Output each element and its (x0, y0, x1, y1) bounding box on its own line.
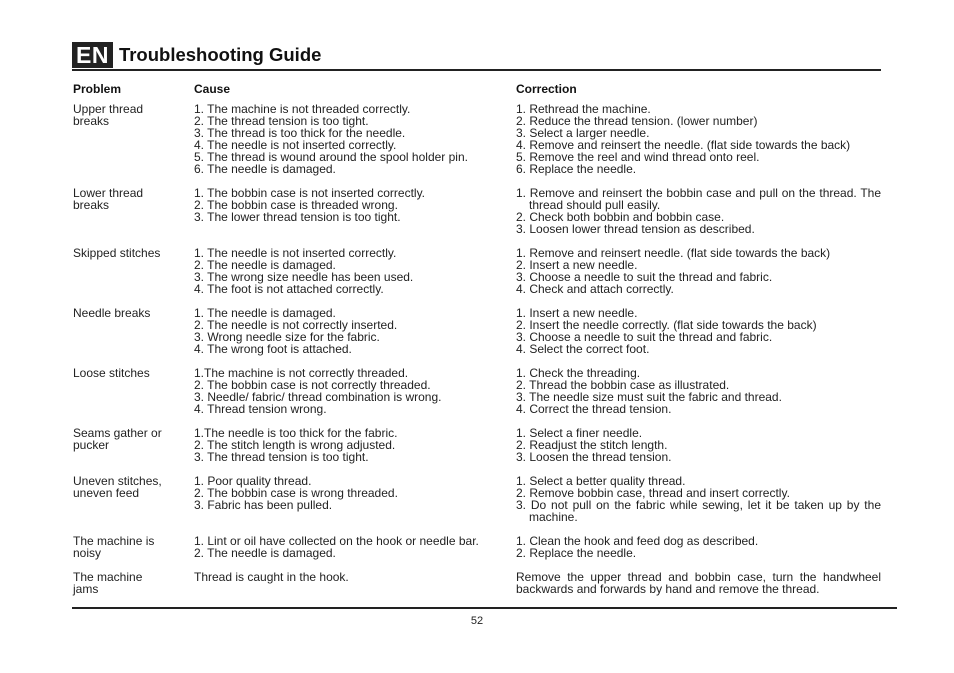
problem-cell (73, 427, 194, 463)
correction-line: 3. Select a larger needle. (516, 126, 650, 140)
cause-line: 1. The needle is damaged. (194, 306, 336, 320)
page-title: Troubleshooting Guide (118, 44, 322, 65)
cause-line: 6. The needle is damaged. (194, 162, 336, 176)
cause-line: 1. Lint or oil have collected on the hook or needle bar. (194, 534, 479, 548)
column-header-cause: Cause (194, 82, 231, 96)
problem-cell (73, 247, 194, 295)
cause-line: 2. The bobbin case is threaded wrong. (194, 198, 398, 212)
cause-line: 1.The machine is not correctly threaded. (194, 366, 409, 380)
problem-line: jams (73, 582, 99, 596)
page-number: 52 (470, 615, 484, 627)
correction-line: 3. Choose a needle to suit the thread and fabric. (516, 330, 773, 344)
cause-cell (194, 103, 516, 175)
cause-line: 4. The needle is not inserted correctly. (194, 138, 397, 152)
problem-line: Lower thread (73, 186, 144, 200)
table-row (73, 367, 881, 415)
problem-cell (73, 571, 194, 595)
cause-line: 3. The thread tension is too tight. (194, 450, 369, 464)
cause-line: 3. The lower thread tension is too tight. (194, 210, 401, 224)
cause-line: 4. The foot is not attached correctly. (194, 282, 384, 296)
problem-line: The machine (73, 570, 143, 584)
language-badge: EN (72, 42, 113, 68)
cause-line: 4. The wrong foot is attached. (194, 342, 352, 356)
cause-cell (194, 187, 516, 235)
problem-line: Skipped stitches (73, 246, 161, 260)
correction-line: 2. Check both bobbin and bobbin case. (516, 210, 725, 224)
problem-line: pucker (73, 438, 110, 452)
cause-line: 1.The needle is too thick for the fabric. (194, 426, 398, 440)
problem-line: breaks (73, 114, 110, 128)
cause-line: 1. The machine is not threaded correctly. (194, 102, 411, 116)
cause-line: 2. The thread tension is too tight. (194, 114, 369, 128)
table-row (73, 247, 881, 295)
problem-line: Needle breaks (73, 306, 151, 320)
cause-line: 3. Wrong needle size for the fabric. (194, 330, 380, 344)
cause-line: 5. The thread is wound around the spool holder pin. (194, 150, 468, 164)
correction-line: 1. Select a better quality thread. (516, 474, 686, 488)
problem-line: uneven feed (73, 486, 140, 500)
correction-cell (516, 307, 881, 355)
correction-cell (516, 427, 881, 463)
correction-line: 1. Rethread the machine. (516, 102, 651, 116)
cause-cell (194, 247, 516, 295)
correction-line: 1. Remove and reinsert needle. (flat side towards the back) (516, 246, 831, 260)
cause-cell (194, 367, 516, 415)
problem-cell (73, 103, 194, 175)
correction-line: 4. Correct the thread tension. (516, 402, 672, 416)
correction-line: 6. Replace the needle. (516, 162, 637, 176)
cause-cell (194, 535, 516, 559)
correction-line: 2. Replace the needle. (516, 546, 637, 560)
table-row (73, 571, 881, 595)
correction-cell (516, 535, 881, 559)
cause-line: 2. The stitch length is wrong adjusted. (194, 438, 396, 452)
correction-line: 4. Remove and reinsert the needle. (flat side towards the back) (516, 138, 851, 152)
cause-cell (194, 427, 516, 463)
correction-line: 2. Reduce the thread tension. (lower number) (516, 114, 758, 128)
correction-cell (516, 247, 881, 295)
correction-line: 1. Select a finer needle. (516, 426, 643, 440)
cause-line: Thread is caught in the hook. (194, 570, 349, 584)
problem-cell (73, 307, 194, 355)
troubleshooting-table (73, 103, 881, 607)
correction-line: 3. Choose a needle to suit the thread and fabric. (516, 270, 773, 284)
cause-line: 2. The needle is damaged. (194, 546, 336, 560)
cause-line: 2. The bobbin case is wrong threaded. (194, 486, 398, 500)
column-header-correction: Correction (516, 82, 577, 96)
correction-line: 1. Insert a new needle. (516, 306, 638, 320)
problem-line: The machine is (73, 534, 155, 548)
correction-line: 3. The needle size must suit the fabric and thread. (516, 390, 782, 404)
problem-cell (73, 535, 194, 559)
correction-line: Remove the upper thread and bobbin case, turn the handwheel backwards and forwards by hand and remove the thread. (516, 570, 881, 596)
cause-line: 3. The wrong size needle has been used. (194, 270, 414, 284)
correction-line: 1. Remove and reinsert the bobbin case and pull on the thread. The thread should pull easily. (516, 186, 881, 212)
correction-cell (516, 571, 881, 595)
cause-cell (194, 571, 516, 595)
correction-line: 2. Remove bobbin case, thread and insert correctly. (516, 486, 790, 500)
cause-line: 2. The needle is damaged. (194, 258, 336, 272)
correction-line: 1. Clean the hook and feed dog as described. (516, 534, 759, 548)
correction-line: 2. Readjust the stitch length. (516, 438, 668, 452)
table-row (73, 187, 881, 235)
cause-line: 1. The bobbin case is not inserted correctly. (194, 186, 426, 200)
table-row (73, 535, 881, 559)
correction-line: 2. Thread the bobbin case as illustrated. (516, 378, 730, 392)
problem-line: Upper thread (73, 102, 144, 116)
cause-cell (194, 475, 516, 523)
cause-line: 4. Thread tension wrong. (194, 402, 327, 416)
cause-line: 3. Fabric has been pulled. (194, 498, 333, 512)
correction-line: 1. Check the threading. (516, 366, 641, 380)
problem-line: Uneven stitches, (73, 474, 162, 488)
table-row (73, 307, 881, 355)
header-rule (72, 69, 881, 71)
cause-cell (194, 307, 516, 355)
table-row (73, 103, 881, 175)
correction-cell (516, 475, 881, 523)
correction-line: 3. Loosen lower thread tension as described. (516, 222, 755, 236)
correction-cell (516, 367, 881, 415)
correction-line: 3. Do not pull on the fabric while sewing, let it be taken up by the machine. (516, 498, 881, 524)
correction-line: 4. Select the correct foot. (516, 342, 650, 356)
cause-line: 3. Needle/ fabric/ thread combination is wrong. (194, 390, 442, 404)
problem-line: noisy (73, 546, 102, 560)
problem-cell (73, 367, 194, 415)
problem-line: breaks (73, 198, 110, 212)
correction-line: 3. Loosen the thread tension. (516, 450, 672, 464)
problem-cell (73, 475, 194, 523)
cause-line: 1. Poor quality thread. (194, 474, 312, 488)
correction-line: 5. Remove the reel and wind thread onto reel. (516, 150, 760, 164)
correction-line: 2. Insert the needle correctly. (flat side towards the back) (516, 318, 817, 332)
correction-line: 4. Check and attach correctly. (516, 282, 674, 296)
problem-cell (73, 187, 194, 235)
correction-cell (516, 187, 881, 235)
problem-line: Loose stitches (73, 366, 150, 380)
page-header (72, 42, 321, 68)
footer-rule (72, 607, 897, 609)
table-row (73, 475, 881, 523)
correction-line: 2. Insert a new needle. (516, 258, 638, 272)
cause-line: 3. The thread is too thick for the needle. (194, 126, 406, 140)
table-row (73, 427, 881, 463)
cause-line: 2. The needle is not correctly inserted. (194, 318, 398, 332)
problem-line: Seams gather or (73, 426, 162, 440)
column-header-problem: Problem (73, 82, 122, 96)
correction-cell (516, 103, 881, 175)
cause-line: 2. The bobbin case is not correctly threaded. (194, 378, 431, 392)
cause-line: 1. The needle is not inserted correctly. (194, 246, 397, 260)
